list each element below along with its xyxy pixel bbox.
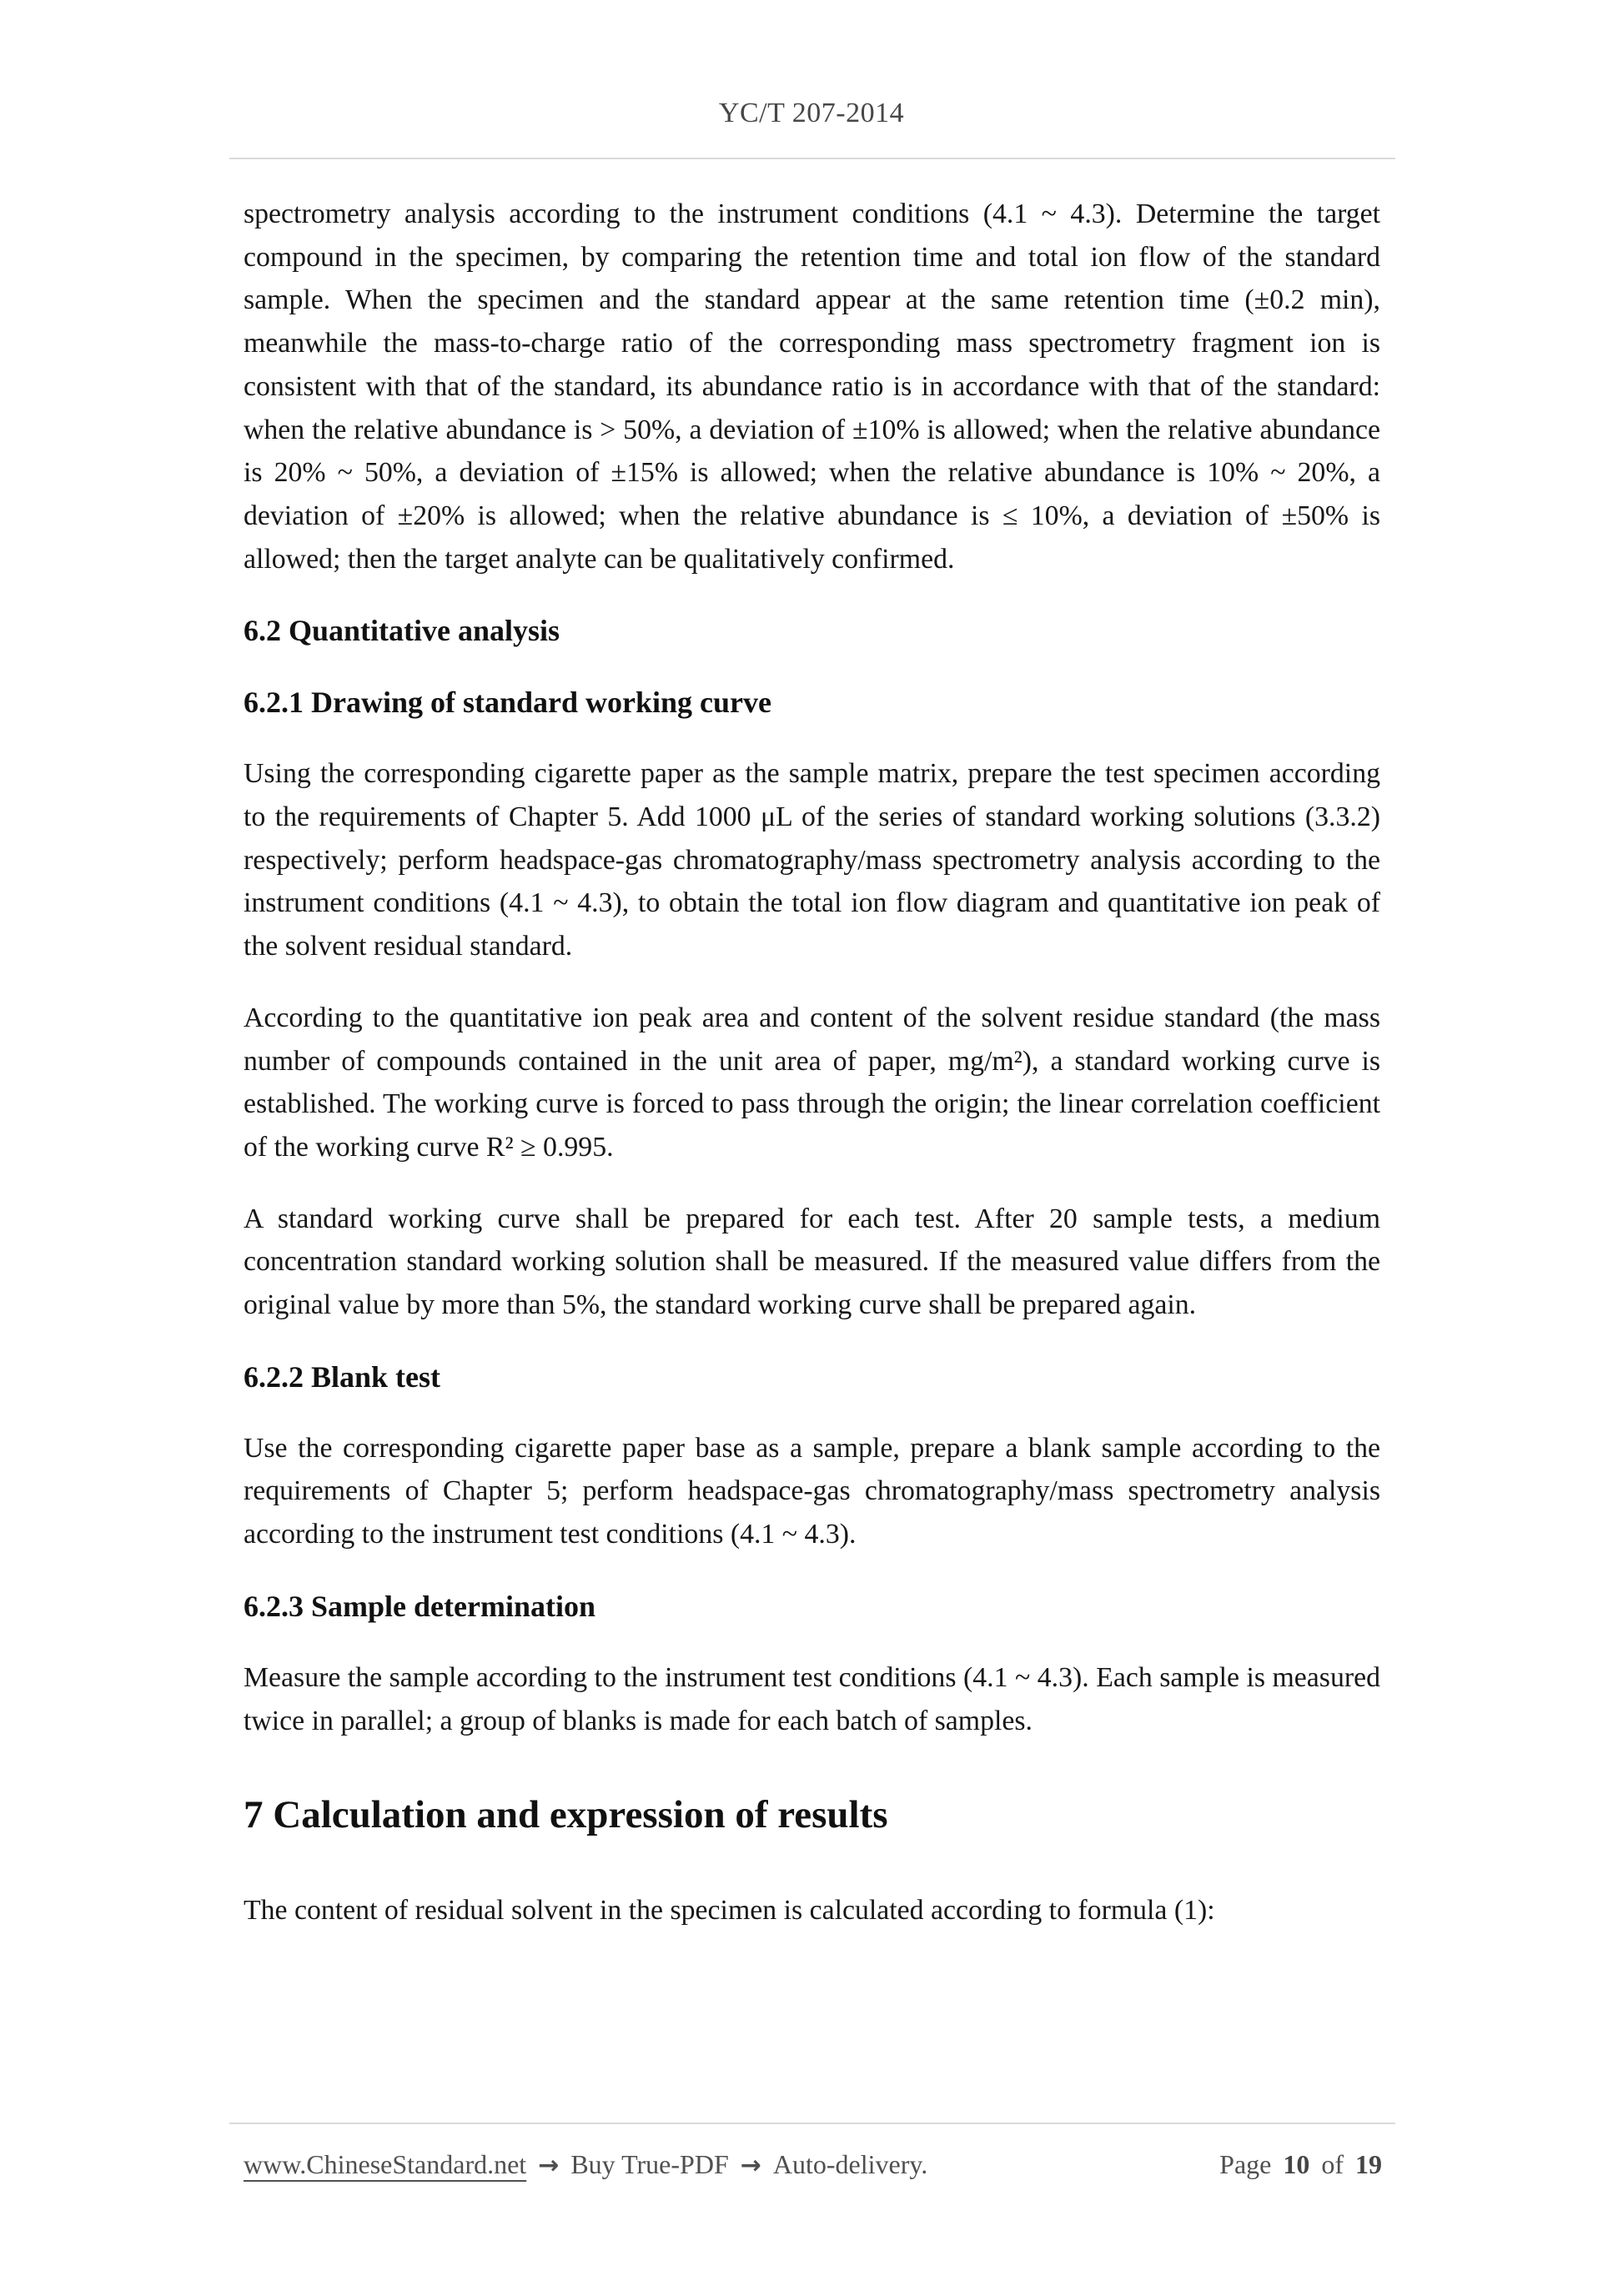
heading-6-2-1-standard-working-curve: 6.2.1 Drawing of standard working curve (244, 686, 772, 720)
buy-pdf-label: Buy True-PDF (570, 2149, 729, 2179)
website-link[interactable]: www.ChineseStandard.net (244, 2149, 527, 2179)
document-footer (229, 2123, 1395, 2184)
footer-divider (229, 2123, 1395, 2124)
heading-6-2-3-sample-determination: 6.2.3 Sample determination (244, 1589, 595, 1623)
page-label: Page (1219, 2149, 1272, 2179)
document-body (244, 193, 1380, 1932)
paragraph-qualitative-confirmation: spectrometry analysis according to the instrument conditions (4.1 ~ 4.3). Determine the target compound in the specimen, by comparing the retention time and total ion flow of the standard sample. When the specimen and the standard appear at the same retention time (±0.2 min), meanwhile the mass-to-charge ratio of the corresponding mass spectrometry fragment ion is consistent with that of the standard, its abundance ratio is in accordance with that of the standard: when the relative abundance is > 50%, a deviation of ±10% is allowed; when the relative abundance is 20% ~ 50%, a deviation of ±15% is allowed; when the relative abundance is 10% ~ 20%, a deviation of ±20% is allowed; when the relative abundance is ≤ 10%, a deviation of ±50% is allowed; then the target analyte can be qualitatively confirmed. (244, 198, 1380, 575)
paragraph-sample-measurement: Measure the sample according to the instrument test conditions (4.1 ~ 4.3). Each sample is measured twice in parallel; a group of blanks is made for each batch of samples. (244, 1661, 1380, 1736)
auto-delivery-label: Auto-delivery. (772, 2149, 928, 2179)
paragraph-blank-test: Use the corresponding cigarette paper base as a sample, prepare a blank sample according to the requirements of Chapter 5; perform headspace-gas chromatography/mass spectrometry analysis according to the instrument test conditions (4.1 ~ 4.3). (244, 1432, 1380, 1550)
paragraph-working-curve-establishment: According to the quantitative ion peak area and content of the solvent residue standard (the mass number of compounds contained in the unit area of paper, mg/m²), a standard working curve is established. The working curve is forced to pass through the origin; the linear correlation coefficient of the working curve R² ≥ 0.995. (244, 1002, 1380, 1163)
page-indicator (1219, 2146, 1382, 2183)
total-page-number: 19 (1355, 2149, 1382, 2179)
arrow-icon: → (740, 2151, 761, 2180)
doc-number: YC/T 207-2014 (718, 98, 905, 128)
document-header (0, 95, 1623, 159)
current-page-number: 10 (1283, 2149, 1310, 2179)
heading-6-2-quantitative-analysis: 6.2 Quantitative analysis (244, 614, 560, 648)
paragraph-formula-intro: The content of residual solvent in the specimen is calculated according to formula (1): (244, 1895, 1215, 1927)
footer-source-line (244, 2146, 927, 2184)
paragraph-curve-preparation-frequency: A standard working curve shall be prepared for each test. After 20 sample tests, a medium concentration standard working solution shall be measured. If the measured value differs from the original value by more than 5%, the standard working curve shall be prepared again. (244, 1203, 1380, 1321)
arrow-icon: → (538, 2151, 560, 2180)
header-divider (229, 158, 1395, 159)
heading-6-2-2-blank-test: 6.2.2 Blank test (244, 1359, 441, 1394)
paragraph-sample-matrix-preparation: Using the corresponding cigarette paper as the sample matrix, prepare the test specimen according to the requirements of Chapter 5. Add 1000 μL of the series of standard working solutions (3.3.2) respectively; perform headspace-gas chromatography/mass spectrometry analysis according to the instrument conditions (4.1 ~ 4.3), to obtain the total ion flow diagram and quantitative ion peak of the solvent residual standard. (244, 758, 1380, 962)
of-label: of (1321, 2149, 1344, 2179)
heading-7-calculation-and-expression: 7 Calculation and expression of results (244, 1793, 888, 1837)
